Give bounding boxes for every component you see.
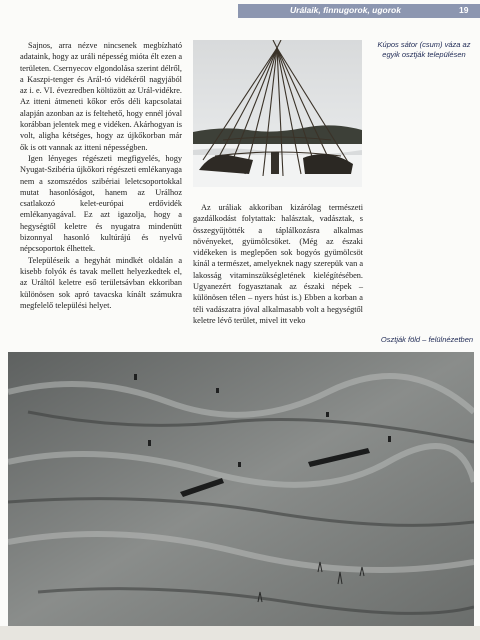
page-number: 19 (459, 5, 469, 15)
tent-photo-caption: Kúpos sátor (csum) váza az egyik osztják településen (377, 40, 471, 59)
tent-frame-illustration (193, 40, 362, 187)
paragraph: Az uráliak akkoriban kizárólag természeti gazdálkodást folytattak: halásztak, vadásztak, s összegyűjtötték a táplálkozásra alkalmas növényeket, gyümölcsöket. (Még az északi vidékeken is meglepően sok bogyós gyümölcsöt kínál a természet, amelyeknek nagy szerepük van a lakosság vitaminszükségletének kielégítésében. Ugyanezért fogyasztanak az északi népek – különösen télen – nyers húst is.) Ebben a korban a téli vadászatra jóval alkalmasabb volt a hegységtől keletre lévő terület, mivel itt veko (193, 203, 364, 325)
aerial-landscape-photo (8, 352, 474, 626)
page-bottom-strip (0, 626, 480, 640)
tent-frame-photo (193, 40, 362, 187)
paragraph: Településeik a hegyhát mindkét oldalán a kisebb folyók és tavak mellett helyezkedtek el, az Uráltól keletre eső területsávban ekkoriban különösen sok apró tavacska kínált számukra megfelelő települési helyet. (20, 255, 182, 310)
aerial-photo-caption: Osztják föld – felülnézetben (380, 335, 474, 344)
running-header-title: Urálaik, finnugorok, ugorok (290, 5, 401, 15)
aerial-snowfield-illustration (8, 352, 474, 626)
right-text-column (193, 202, 363, 326)
paragraph: Igen lényeges régészeti megfigyelés, hogy Nyugat-Szibéria újkőkori régészeti emlékanyaga nem a szomszédos szibériai leletcsoportokkal mutat hasonlóságot, hanem az Urálhoz csatlakozó kelet-európai erdővidék emlékanyagával. Ez azt igazolja, hogy a hegységtől keletre és nyugatra mindenütt bizonnyal hasonló kultúrájú és nyelvű népcsoportok élhettek. (20, 153, 182, 254)
paragraph: Sajnos, arra nézve nincsenek megbízható adataink, hogy az uráli népesség mióta élt ezen a területen. Csernyecov elgondolása szerint délről, a Kaszpi-tenger és Arál-tó vidékéről nagyjából az i. e. VI. évezredben költözött az Urál-vidékre. Az itteni átmeneti kőkor erős déli kapcsolatai alapján azonban az is feltehető, hogy ennél jóval korábban jelentek meg e vidéken. Akárhogyan is volt, aligha kétséges, hogy az újkőkorban már ők is ott vannak az itteni népességben. (20, 41, 182, 152)
left-text-column (20, 40, 182, 311)
